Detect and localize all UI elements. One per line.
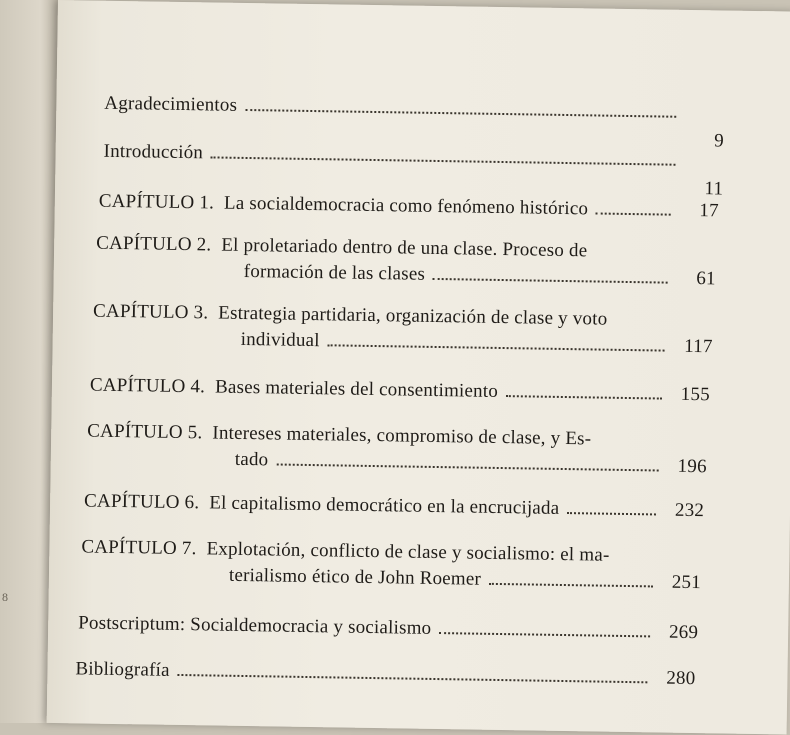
chapter-title: La socialdemocracia como fenómeno histórico — [223, 192, 589, 220]
toc-page-number: 269 — [668, 621, 699, 644]
toc-entry-label: Postscriptum: Socialdemocracia y socialismo — [78, 612, 432, 639]
dot-leader — [567, 512, 656, 515]
toc-page-number: 9 — [714, 130, 725, 152]
toc-page-number: 196 — [677, 455, 707, 478]
chapter-number: CAPÍTULO 6. — [83, 490, 200, 514]
chapter-number: CAPÍTULO 1. — [98, 190, 215, 214]
dot-leader — [489, 583, 653, 588]
toc-entry-postscriptum[interactable] — [78, 612, 698, 648]
toc-entry-label: Introducción — [103, 140, 204, 164]
chapter-title-continued: tado — [234, 448, 269, 471]
dot-leader — [245, 109, 676, 118]
chapter-title: Explotación, conflicto de clase y socialismo: el ma- — [206, 538, 610, 566]
toc-entry-capitulo-2[interactable] — [96, 233, 717, 295]
toc-page-number: 232 — [674, 499, 705, 522]
chapter-number: CAPÍTULO 7. — [81, 536, 197, 560]
toc-entry-bibliografia[interactable] — [75, 658, 695, 694]
chapter-title-continued: formación de las clases — [243, 260, 426, 285]
toc-entry-capitulo-6[interactable] — [84, 490, 704, 526]
chapter-title-continued: individual — [240, 328, 320, 352]
toc-page-number: 280 — [666, 667, 696, 690]
toc-entry-label: Agradecimientos — [104, 92, 238, 116]
toc-entry-capitulo-3[interactable] — [92, 301, 713, 363]
chapter-title: Intereses materiales, compromiso de clase, y Es- — [212, 422, 592, 450]
chapter-title: Estrategia partidaria, organización de clase y voto — [218, 302, 608, 330]
toc-page-number: 117 — [684, 335, 713, 358]
toc-entry-capitulo-7[interactable] — [81, 536, 702, 598]
book-page — [47, 0, 790, 735]
toc-page-number: 11 — [704, 178, 724, 200]
chapter-number: CAPÍTULO 4. — [89, 374, 206, 398]
chapter-title: Bases materiales del consentimiento — [214, 376, 499, 402]
dot-leader — [506, 395, 662, 399]
chapter-title: El capitalismo democrático en la encrucijada — [209, 492, 560, 519]
toc-page-number: 17 — [699, 200, 719, 222]
dot-leader — [276, 463, 658, 471]
chapter-number: CAPÍTULO 3. — [92, 300, 209, 324]
chapter-title-continued: terialismo ético de John Roemer — [228, 564, 482, 590]
table-of-contents — [47, 0, 790, 735]
toc-entry-capitulo-5[interactable] — [87, 421, 708, 483]
dot-leader — [439, 632, 650, 637]
toc-entry-capitulo-4[interactable] — [90, 375, 710, 411]
toc-entry-label: Bibliografía — [75, 658, 170, 681]
chapter-number: CAPÍTULO 5. — [87, 420, 203, 444]
dot-leader — [433, 278, 668, 284]
dot-leader — [178, 674, 648, 683]
dot-leader — [596, 212, 671, 215]
toc-page-number: 61 — [696, 268, 716, 290]
dot-leader — [328, 344, 665, 351]
chapter-number: CAPÍTULO 2. — [96, 232, 212, 256]
chapter-title: El proletariado dentro de una clase. Proceso de — [221, 234, 588, 262]
facing-page-mark: 8 — [2, 590, 8, 604]
toc-page-number: 155 — [680, 383, 711, 406]
toc-page-number: 251 — [671, 571, 702, 594]
dot-leader — [211, 156, 675, 165]
